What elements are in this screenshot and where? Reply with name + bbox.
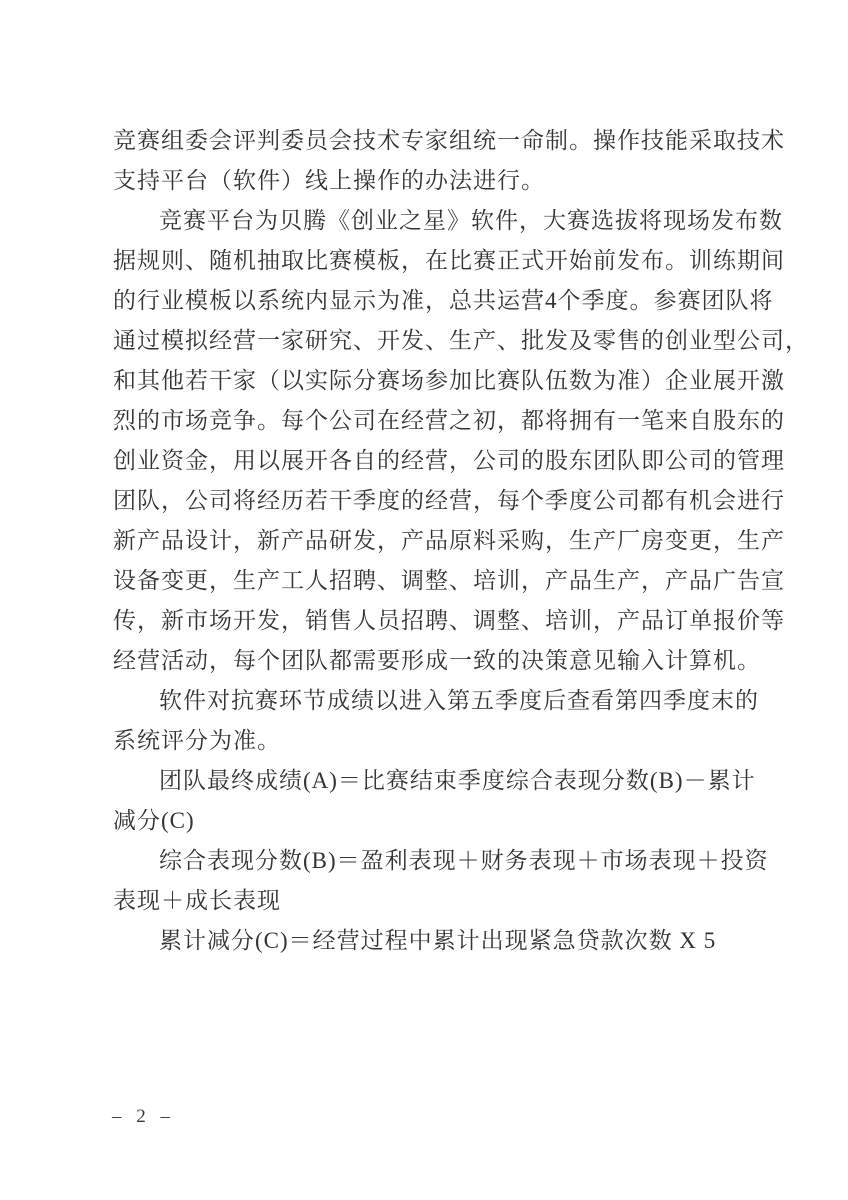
text-line: 累计减分(C)＝经营过程中累计出现紧急贷款次数 X 5 <box>159 928 717 953</box>
document-body <box>113 121 835 961</box>
text-line: 据规则、随机抽取比赛模板，在比赛正式开始前发布。训练期间 <box>113 248 785 273</box>
text-line: 团队，公司将经历若干季度的经营，每个季度公司都有机会进行 <box>113 488 785 513</box>
text-line: 通过模拟经营一家研究、开发、生产、批发及零售的创业型公司， <box>113 328 809 353</box>
text-line: 减分(C) <box>113 808 195 833</box>
text-line: 表现＋成长表现 <box>113 888 281 913</box>
text-line: 烈的市场竞争。每个公司在经营之初，都将拥有一笔来自股东的 <box>113 408 785 433</box>
text-line: 经营活动，每个团队都需要形成一致的决策意见输入计算机。 <box>113 648 761 673</box>
text-line: 的行业模板以系统内显示为准，总共运营4个季度。参赛团队将 <box>113 288 774 313</box>
text-line: 创业资金，用以展开各自的经营，公司的股东团队即公司的管理 <box>113 448 785 473</box>
text-line: 系统评分为准。 <box>113 728 281 753</box>
text-line: 新产品设计，新产品研发，产品原料采购，生产厂房变更，生产 <box>113 528 785 553</box>
text-line: 支持平台（软件）线上操作的办法进行。 <box>113 168 545 193</box>
text-line: 和其他若干家（以实际分赛场参加比赛队伍数为准）企业展开激 <box>113 368 785 393</box>
text-line: 竞赛组委会评判委员会技术专家组统一命制。操作技能采取技术 <box>113 128 785 153</box>
footer-page-number: – 2 – <box>112 1106 175 1127</box>
text-line: 软件对抗赛环节成绩以进入第五季度后查看第四季度末的 <box>159 688 759 713</box>
text-line: 团队最终成绩(A)＝比赛结束季度综合表现分数(B)－累计 <box>159 768 756 793</box>
text-line: 传，新市场开发，销售人员招聘、调整、培训，产品订单报价等 <box>113 608 785 633</box>
text-line: 设备变更，生产工人招聘、调整、培训，产品生产，产品广告宣 <box>113 568 785 593</box>
text-line: 竞赛平台为贝腾《创业之星》软件，大赛选拔将现场发布数 <box>159 208 783 233</box>
text-line: 综合表现分数(B)＝盈利表现＋财务表现＋市场表现＋投资 <box>159 848 769 873</box>
